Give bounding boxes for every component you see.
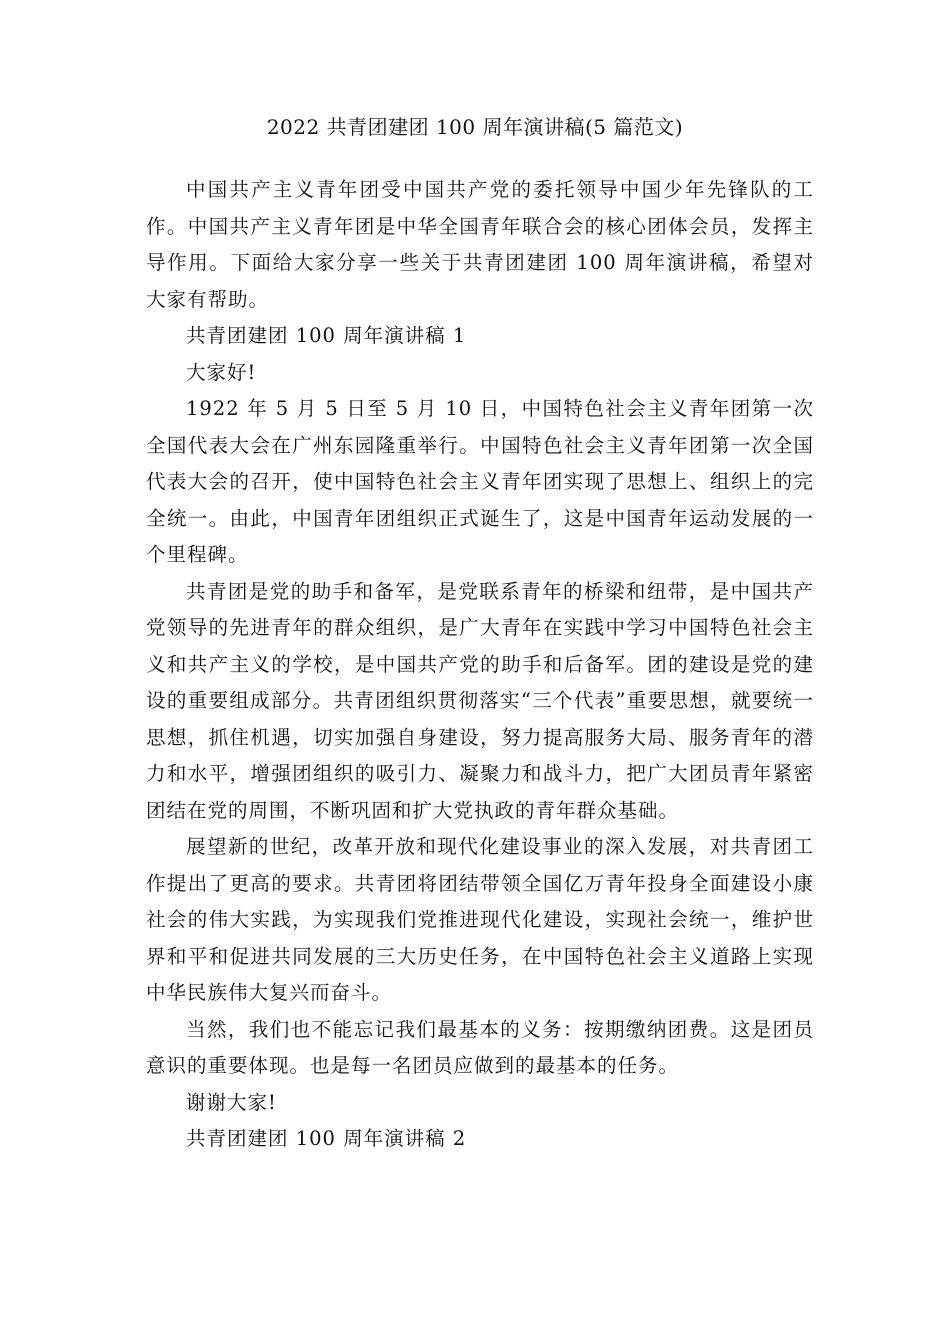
speech-heading-1: 共青团建团 100 周年演讲稿 1: [186, 324, 467, 347]
role-paragraph: 共青团是党的助手和备军，是党联系青年的桥梁和纽带，是中国共产党领导的先进青年的群众组织，是广大青年在实践中学习中国特色社会主义和共产主义的学校，是中国共产党的助手和后备军。团的建设是党的建设的重要组成部分。共青团组织贯彻落实“三个代表”重要思想，就要统一思想，抓住机遇，切实加强自身建设，努力提高服务大局、服务青年的潜力和水平，增强团组织的吸引力、凝聚力和战斗力，把广大团员青年紧密团结在党的周围，不断巩固和扩大党执政的青年群众基础。: [146, 579, 814, 822]
document-body: [146, 172, 814, 1158]
intro-paragraph: 中国共产主义青年团受中国共产党的委托领导中国少年先锋队的工作。中国共产主义青年团是中华全国青年联合会的核心团体会员，发挥主导作用。下面给大家分享一些关于共青团建团 100 周年演讲稿，希望对大家有帮助。: [146, 178, 814, 311]
speech-heading-2: 共青团建团 100 周年演讲稿 2: [186, 1127, 467, 1150]
greeting-paragraph: 大家好!: [186, 360, 257, 384]
outlook-paragraph: 展望新的世纪，改革开放和现代化建设事业的深入发展，对共青团工作提出了更高的要求。共青团将团结带领全国亿万青年投身全面建设小康社会的伟大实践，为实现我们党推进现代化建设，实现社会统一，维护世界和平和促进共同发展的三大历史任务，在中国特色社会主义道路上实现中华民族伟大复兴而奋斗。: [146, 835, 814, 1004]
history-paragraph: 1922 年 5 月 5 日至 5 月 10 日，中国特色社会主义青年团第一次全国代表大会在广州东园隆重举行。中国特色社会主义青年团第一次全国代表大会的召开，使中国特色社会主义青年团实现了思想上、组织上的完全统一。由此，中国青年团组织正式诞生了，这是中国青年运动发展的一个里程碑。: [146, 397, 814, 566]
document-title: 2022 共青团建团 100 周年演讲稿(5 篇范文): [266, 115, 684, 139]
thanks-paragraph: 谢谢大家!: [186, 1090, 277, 1114]
duty-paragraph: 当然，我们也不能忘记我们最基本的义务：按期缴纳团费。这是团员意识的重要体现。也是每一名团员应做到的最基本的任务。: [146, 1017, 814, 1077]
